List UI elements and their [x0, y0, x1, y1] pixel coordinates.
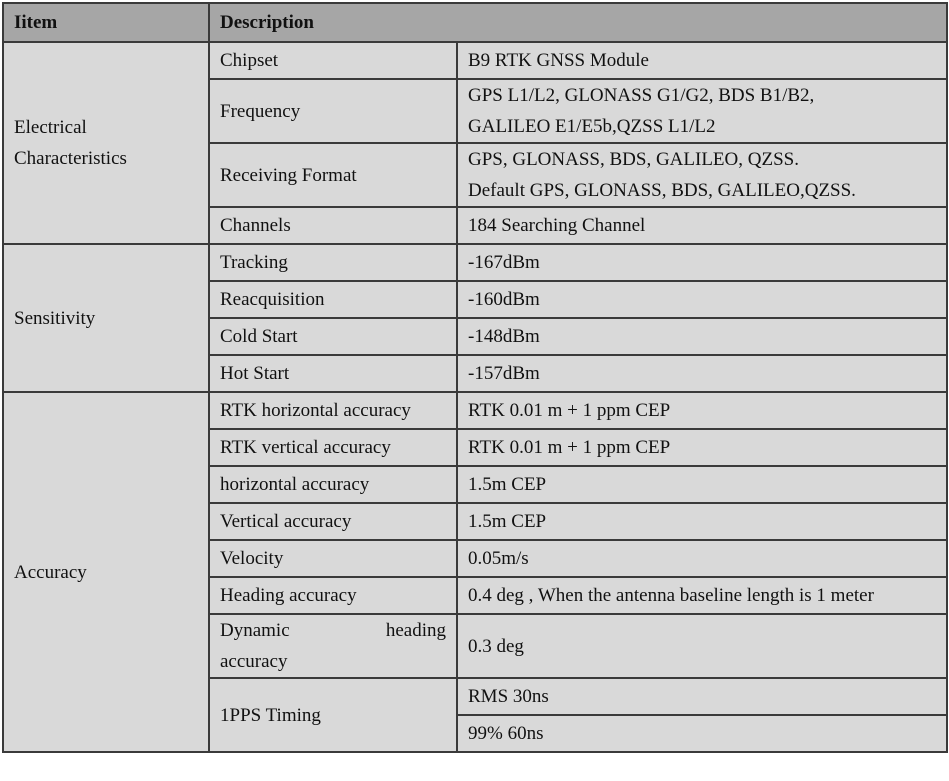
value-line: GPS L1/L2, GLONASS G1/G2, BDS B1/B2, [468, 85, 815, 106]
group-electrical-characteristics [3, 42, 209, 244]
value-tracking: -167dBm [457, 244, 947, 281]
table-row [3, 392, 947, 429]
param-vertical-accuracy: Vertical accuracy [209, 503, 457, 540]
param-word: accuracy [220, 651, 288, 672]
value-line: GPS, GLONASS, BDS, GALILEO, QZSS. [468, 149, 799, 170]
param-rtk-vertical-accuracy: RTK vertical accuracy [209, 429, 457, 466]
param-heading-accuracy: Heading accuracy [209, 577, 457, 614]
param-rtk-horizontal-accuracy: RTK horizontal accuracy [209, 392, 457, 429]
param-velocity: Velocity [209, 540, 457, 577]
value-chipset: B9 RTK GNSS Module [457, 42, 947, 79]
value-velocity: 0.05m/s [457, 540, 947, 577]
specification-table [2, 2, 948, 753]
value-1pps-99pct: 99% 60ns [457, 715, 947, 752]
param-reacquisition: Reacquisition [209, 281, 457, 318]
value-dynamic-heading-accuracy: 0.3 deg [457, 614, 947, 678]
param-receiving-format: Receiving Format [209, 143, 457, 207]
value-reacquisition: -160dBm [457, 281, 947, 318]
param-chipset: Chipset [209, 42, 457, 79]
group-sensitivity: Sensitivity [3, 244, 209, 392]
param-word: heading [385, 620, 446, 641]
group-name-line: Electrical [14, 117, 87, 138]
param-horizontal-accuracy: horizontal accuracy [209, 466, 457, 503]
param-1pps-timing: 1PPS Timing [209, 678, 457, 752]
value-rtk-horizontal-accuracy: RTK 0.01 m + 1 ppm CEP [457, 392, 947, 429]
value-channels: 184 Searching Channel [457, 207, 947, 244]
table-row [3, 244, 947, 281]
value-heading-accuracy: 0.4 deg , When the antenna baseline length is 1 meter [457, 577, 947, 614]
param-cold-start: Cold Start [209, 318, 457, 355]
header-item: Iitem [3, 3, 209, 42]
value-line: Default GPS, GLONASS, BDS, GALILEO,QZSS. [468, 180, 856, 201]
param-hot-start: Hot Start [209, 355, 457, 392]
value-vertical-accuracy: 1.5m CEP [457, 503, 947, 540]
header-description: Description [209, 3, 947, 42]
group-name-line: Characteristics [14, 148, 127, 169]
param-channels: Channels [209, 207, 457, 244]
param-frequency: Frequency [209, 79, 457, 143]
param-tracking: Tracking [209, 244, 457, 281]
value-horizontal-accuracy: 1.5m CEP [457, 466, 947, 503]
table-row [3, 42, 947, 79]
value-rtk-vertical-accuracy: RTK 0.01 m + 1 ppm CEP [457, 429, 947, 466]
header-row [3, 3, 947, 42]
group-accuracy: Accuracy [3, 392, 209, 752]
value-frequency [457, 79, 947, 143]
value-line: GALILEO E1/E5b,QZSS L1/L2 [468, 116, 716, 137]
param-word: Dynamic [220, 620, 290, 641]
value-cold-start: -148dBm [457, 318, 947, 355]
value-1pps-rms: RMS 30ns [457, 678, 947, 715]
value-hot-start: -157dBm [457, 355, 947, 392]
value-receiving-format [457, 143, 947, 207]
param-dynamic-heading-accuracy [209, 614, 457, 678]
